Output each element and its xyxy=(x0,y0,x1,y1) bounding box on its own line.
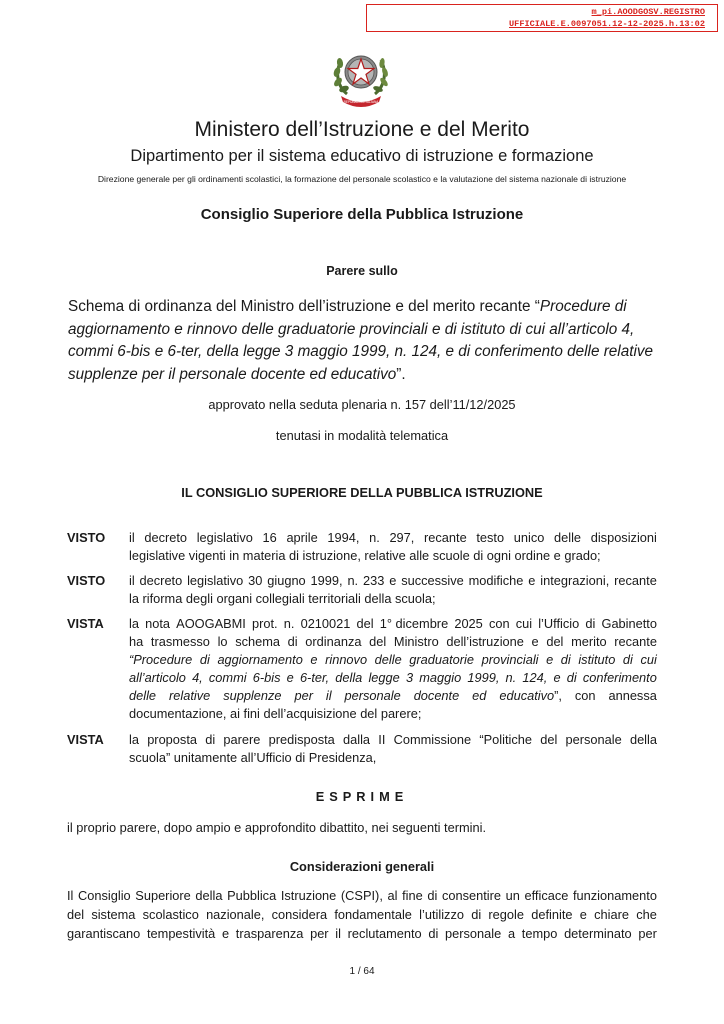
word: definite xyxy=(531,907,573,922)
word: del xyxy=(356,616,374,631)
word: 1999, xyxy=(467,669,500,685)
protocol-stamp-line-2: UFFICIALE.E.0097051.12-12-2025.h.13:02 xyxy=(509,19,705,29)
word: trasparenza xyxy=(235,926,304,941)
word: personale xyxy=(344,687,401,703)
word: legislativo xyxy=(196,530,253,545)
word: 30 xyxy=(248,573,263,588)
justified-line xyxy=(129,615,657,633)
schema-title xyxy=(68,296,658,386)
word: (CSPI), xyxy=(340,888,383,903)
word: testo xyxy=(476,530,505,545)
word: garantiscano xyxy=(67,926,141,941)
word: 1994, xyxy=(327,530,360,545)
word: istituto xyxy=(578,651,616,667)
word: di xyxy=(427,888,438,903)
word: legislativo xyxy=(187,573,244,588)
word: e xyxy=(286,669,294,685)
word: 4, xyxy=(192,669,203,685)
word: prot. xyxy=(252,616,278,631)
word: decreto xyxy=(139,573,183,588)
word: la xyxy=(129,616,139,631)
word: per xyxy=(294,687,313,703)
word: con xyxy=(574,687,596,703)
schema-line-4-tail: ”. xyxy=(396,365,406,383)
word: Commissione xyxy=(393,732,472,747)
word: “Politiche xyxy=(479,732,532,747)
word: recante xyxy=(424,530,467,545)
word: unico xyxy=(513,530,545,545)
word: supplenze xyxy=(223,687,282,703)
word: a xyxy=(507,926,516,941)
word: scolastico xyxy=(142,907,199,922)
word: il xyxy=(129,573,135,588)
word: lo xyxy=(217,633,228,649)
justified-line xyxy=(129,731,657,749)
word: l’Ufficio xyxy=(538,616,580,631)
word: Il xyxy=(67,888,74,903)
word: di xyxy=(287,633,298,649)
word: tempestività xyxy=(146,926,216,941)
general-considerations-heading: Considerazioni generali xyxy=(289,859,435,874)
word: delle xyxy=(129,687,157,703)
justified-line xyxy=(67,905,657,924)
word: all’articolo xyxy=(129,669,186,685)
word: 6-bis xyxy=(252,669,281,685)
justified-line xyxy=(129,572,657,590)
word: e xyxy=(310,651,318,667)
word: del xyxy=(369,633,387,649)
svg-text:REPUBBLICA ITALIANA: REPUBBLICA ITALIANA xyxy=(343,100,379,104)
word: di xyxy=(622,651,633,667)
text-line: documentazione, ai fini dell’acquisizione del parere; xyxy=(129,705,422,721)
word: cui xyxy=(640,651,657,667)
word: un xyxy=(505,888,520,903)
council-heading: Consiglio Superiore della Pubblica Istruzione xyxy=(200,206,524,223)
visto-label: VISTO xyxy=(67,530,106,545)
word: legge xyxy=(368,669,400,685)
schema-line-3: commi 6-bis e 6-ter, della legge 3 maggio 1999, n. 124, e di conferimento delle relative xyxy=(68,343,654,360)
word: fine xyxy=(402,888,423,903)
word: cui xyxy=(515,616,533,631)
word: trasmesso xyxy=(150,633,210,649)
word: e xyxy=(546,651,554,667)
justified-line-italic xyxy=(129,669,657,687)
word: 124, xyxy=(522,669,548,685)
schema-line-4-italic: supplenze per il personale docente ed educativo xyxy=(68,365,397,383)
opinion-intro: il proprio parere, dopo ampio e approfondito dibattito, nei seguenti termini. xyxy=(67,820,486,835)
text-line: legislative vigenti in materia di istruzione, relative alle scuole di ogni ordine e grado; xyxy=(129,547,601,563)
word: educativo”, xyxy=(499,687,562,703)
word: fondamentale xyxy=(334,907,412,922)
word: e xyxy=(553,669,561,685)
word: “Procedure xyxy=(129,651,193,667)
vista-text xyxy=(129,615,657,722)
word: recante xyxy=(614,633,657,649)
approval-line: approvato nella seduta plenaria n. 157 dell’11/12/2025 xyxy=(208,397,516,412)
word: e xyxy=(389,573,397,588)
word: al xyxy=(387,888,398,903)
word: della xyxy=(195,888,223,903)
word: predisposta xyxy=(268,732,335,747)
word: delle xyxy=(554,530,582,545)
word: aprile xyxy=(286,530,318,545)
word: annessa xyxy=(608,687,657,703)
word: Superiore xyxy=(135,888,191,903)
word: graduatorie xyxy=(409,651,475,667)
word: modifiche xyxy=(468,573,524,588)
word: rinnovo xyxy=(325,651,368,667)
vista-label: VISTA xyxy=(67,732,104,747)
word: regole xyxy=(488,907,524,922)
visto-label: VISTO xyxy=(67,573,106,588)
text-line: la riforma degli organi collegiali territoriali della scuola; xyxy=(129,590,436,606)
word: Gabinetto xyxy=(601,616,657,631)
word: il xyxy=(129,530,135,545)
word: 297, xyxy=(389,530,415,545)
word: di xyxy=(199,651,210,667)
protocol-stamp xyxy=(366,4,718,32)
word: n. xyxy=(283,616,295,631)
word: II xyxy=(378,732,386,747)
word: maggio xyxy=(419,669,462,685)
word: 233 xyxy=(362,573,385,588)
word: n. xyxy=(347,573,359,588)
word: provinciali xyxy=(481,651,539,667)
department-subtitle: Dipartimento per il sistema educativo di istruzione e formazione xyxy=(130,147,594,165)
word: di xyxy=(585,616,596,631)
word: ordinanza xyxy=(305,633,362,649)
word: per xyxy=(310,926,329,941)
word: della xyxy=(629,732,657,747)
word: Pubblica xyxy=(227,888,277,903)
word: integrazioni, xyxy=(540,573,610,588)
word: docente xyxy=(413,687,460,703)
parere-label: Parere sullo xyxy=(326,264,398,278)
word: del xyxy=(540,732,558,747)
word: nazionale, xyxy=(206,907,265,922)
word: n. xyxy=(369,530,380,545)
word: merito xyxy=(571,633,607,649)
schema-line-2: aggiornamento e rinnovo delle graduatorie provinciali e di istituto di cui all’articolo 4, xyxy=(68,320,635,338)
word: proposta xyxy=(147,732,197,747)
word: con xyxy=(488,616,510,631)
word: schema xyxy=(235,633,281,649)
word: e xyxy=(221,926,230,941)
word: 6-ter, xyxy=(299,669,330,685)
word: tempo xyxy=(521,926,558,941)
justified-line xyxy=(129,633,657,651)
word: della xyxy=(335,669,363,685)
word: disposizioni xyxy=(590,530,657,545)
word: 2025 xyxy=(454,616,483,631)
general-considerations-paragraph xyxy=(67,886,657,943)
esprime-heading: ESPRIME xyxy=(315,789,409,804)
italian-republic-emblem-icon xyxy=(329,42,393,110)
word: 1° dicembre xyxy=(379,616,449,631)
visto-text xyxy=(129,572,657,608)
justified-line-italic xyxy=(129,651,657,669)
word: considera xyxy=(271,907,328,922)
word: di xyxy=(566,669,577,685)
word: recante xyxy=(614,573,657,588)
word: commi xyxy=(208,669,247,685)
word: 16 xyxy=(262,530,277,545)
word: e xyxy=(531,633,539,649)
word: efficace xyxy=(524,888,569,903)
council-caps-heading: IL CONSIGLIO SUPERIORE DELLA PUBBLICA ISTRUZIONE xyxy=(181,485,543,500)
word: di xyxy=(471,907,482,922)
word: aggiornamento xyxy=(217,651,303,667)
schema-line-1-normal: Schema di ordinanza del Ministro dell’istruzione e del merito recante “ xyxy=(68,298,540,315)
protocol-stamp-line-1: m_pi.AOODGOSV.REGISTRO xyxy=(591,7,705,17)
word: personale xyxy=(565,732,622,747)
word: 0210021 xyxy=(300,616,351,631)
word: 3 xyxy=(405,669,414,685)
word: sistema xyxy=(91,907,136,922)
word: e xyxy=(528,573,536,588)
word: di xyxy=(428,926,439,941)
ministry-title: Ministero dell’Istruzione e del Merito xyxy=(194,118,530,141)
word: Consiglio xyxy=(78,888,131,903)
word: la xyxy=(129,732,139,747)
visto-text xyxy=(129,529,657,565)
word: delle xyxy=(374,651,402,667)
word: AOOGABMI xyxy=(176,616,246,631)
word: dell’istruzione xyxy=(446,633,524,649)
word: 1999, xyxy=(310,573,343,588)
word: ed xyxy=(472,687,487,703)
word: nota xyxy=(145,616,171,631)
word: relative xyxy=(168,687,211,703)
word: del xyxy=(67,907,85,922)
word: per xyxy=(638,926,657,941)
word: e xyxy=(579,907,587,922)
word: Ministro xyxy=(393,633,439,649)
word: successive xyxy=(401,573,464,588)
word: il xyxy=(335,926,341,941)
word: di xyxy=(205,732,216,747)
telematic-line: tenutasi in modalità telematica xyxy=(275,428,449,443)
word: parere xyxy=(223,732,261,747)
word: di xyxy=(560,651,571,667)
word: l’utilizzo xyxy=(419,907,464,922)
justified-line xyxy=(67,924,657,943)
text-line: scuola” unitamente all’Ufficio di Presidenza, xyxy=(129,749,377,765)
word: ha xyxy=(129,633,144,649)
word: ”, xyxy=(554,687,562,703)
justified-line-mixed xyxy=(129,687,657,705)
word: il xyxy=(325,687,332,703)
word: personale xyxy=(445,926,502,941)
justified-line xyxy=(67,886,657,905)
word: n. xyxy=(505,669,517,685)
directorate-line: Direzione generale per gli ordinamenti scolastici, la formazione del personale scolastico e la valutazione del sistema nazionale di istruzione xyxy=(97,174,627,184)
schema-line-1-italic: Procedure di xyxy=(539,298,627,315)
word: che xyxy=(636,907,657,922)
page-number: 1 / 64 xyxy=(349,966,375,977)
word: consentire xyxy=(441,888,501,903)
word: del xyxy=(546,633,564,649)
word: conferimento xyxy=(582,669,657,685)
word: reclutamento xyxy=(347,926,422,941)
word: decreto xyxy=(144,530,188,545)
vista-label: VISTA xyxy=(67,616,104,631)
justified-line xyxy=(129,529,657,547)
word: Istruzione xyxy=(280,888,337,903)
word: funzionamento xyxy=(572,888,657,903)
word: giugno xyxy=(267,573,306,588)
word: dalla xyxy=(343,732,371,747)
vista-text xyxy=(129,731,657,767)
word: chiare xyxy=(594,907,629,922)
word: determinato xyxy=(564,926,632,941)
